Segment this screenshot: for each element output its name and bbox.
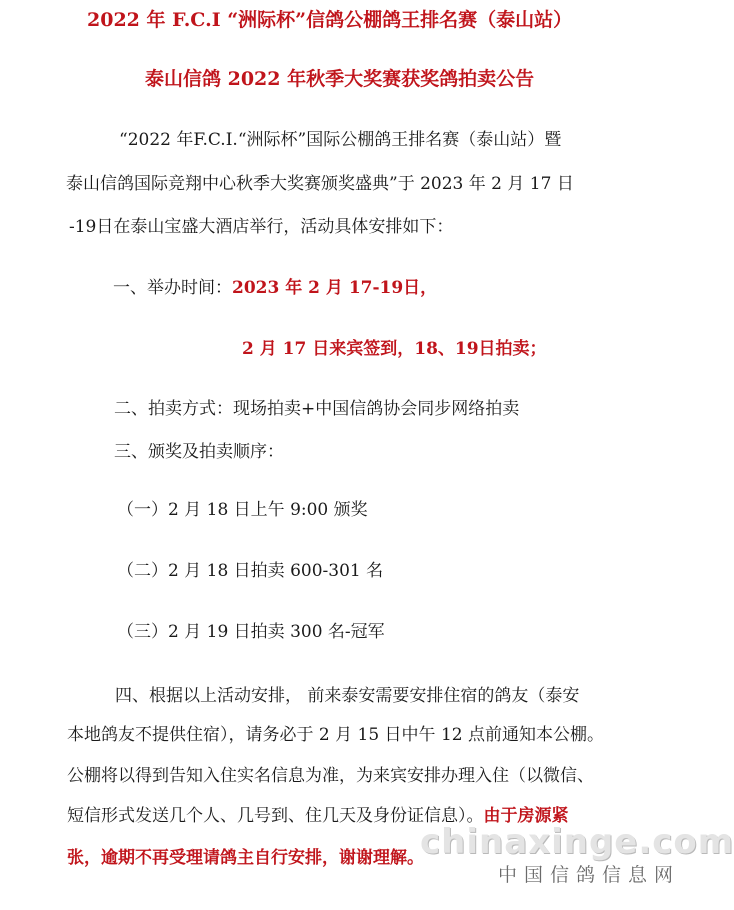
title-line-2: 泰山信鸽 2022 年秋季大奖赛获奖鸽拍卖公告 (145, 68, 535, 90)
schedule-time-label: 一、举办时间： (113, 278, 232, 298)
lodging-line-3: 公棚将以得到告知入住实名信息为准，为来宾安排办理入住（以微信、 (67, 766, 594, 786)
schedule-time-line (113, 276, 437, 300)
schedule-time-detail: 2 月 17 日来宾签到，18、19日拍卖； (242, 339, 547, 359)
order-item-3: （三）2 月 19 日拍卖 300 名-冠军 (117, 622, 385, 642)
watermark-domain: chinaxinge.com (420, 822, 734, 862)
auction-method: 二、拍卖方式：现场拍卖+中国信鸽协会同步网络拍卖 (114, 399, 520, 419)
lodging-line-2: 本地鸽友不提供住宿），请务必于 2 月 15 日中午 12 点前通知本公棚。 (67, 725, 605, 745)
lodging-notice-start: 由于房源紧 (483, 806, 569, 826)
watermark-site-name: 中国信鸽信息网 (498, 864, 681, 886)
title-line-1: 2022 年 F.C.I “洲际杯”信鸽公棚鸽王排名赛（泰山站） (87, 9, 573, 31)
lodging-notice-end: 张，逾期不再受理请鸽主自行安排，谢谢理解。 (67, 848, 424, 868)
order-heading: 三、颁奖及拍卖顺序： (114, 442, 284, 462)
lodging-line-1: 四、根据以上活动安排， 前来泰安需要安排住宿的鸽友（泰安 (115, 686, 580, 706)
schedule-time-value: 2023 年 2 月 17-19日， (232, 278, 438, 298)
intro-line-2: 泰山信鸽国际竞翔中心秋季大奖赛颁奖盛典”于 2023 年 2 月 17 日 (66, 174, 574, 194)
order-item-1: （一）2 月 18 日上午 9:00 颁奖 (117, 500, 368, 520)
order-item-2: （二）2 月 18 日拍卖 600-301 名 (117, 561, 384, 581)
intro-line-1: “2022 年F.C.I.“洲际杯”国际公棚鸽王排名赛（泰山站）暨 (119, 130, 562, 150)
lodging-line-4-text: 短信形式发送几个人、几号到、住几天及身份证信息）。 (67, 806, 484, 826)
intro-line-3: -19日在泰山宝盛大酒店举行，活动具体安排如下： (69, 217, 454, 237)
